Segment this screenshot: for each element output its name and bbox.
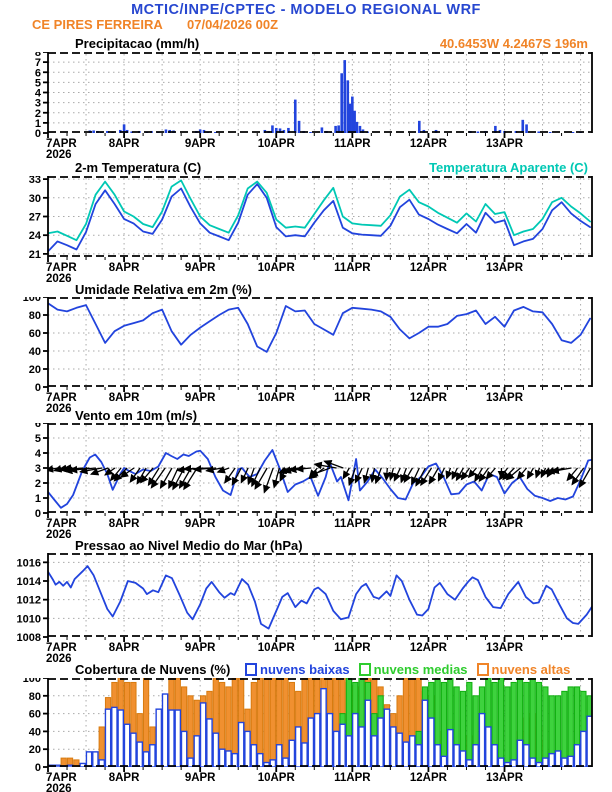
svg-text:12APR: 12APR	[409, 772, 447, 784]
svg-text:2: 2	[34, 478, 41, 490]
svg-text:30: 30	[28, 192, 41, 205]
svg-text:2026: 2026	[46, 783, 72, 792]
svg-text:40: 40	[28, 346, 41, 358]
svg-text:9APR: 9APR	[184, 138, 216, 150]
svg-text:6: 6	[34, 423, 41, 430]
svg-text:8APR: 8APR	[108, 392, 140, 404]
wind-chart	[0, 423, 612, 546]
app-title: MCTIC/INPE/CPTEC - MODELO REGIONAL WRF	[131, 2, 481, 18]
svg-text:60: 60	[28, 708, 41, 721]
svg-text:12APR: 12APR	[409, 138, 447, 150]
svg-text:5: 5	[34, 433, 41, 445]
svg-text:1: 1	[34, 493, 41, 505]
svg-text:9APR: 9APR	[184, 392, 216, 404]
temperature-chart	[0, 176, 612, 290]
svg-text:2026: 2026	[46, 529, 72, 541]
high-clouds-label: nuvens altas	[491, 662, 571, 677]
svg-text:11APR: 11APR	[334, 262, 371, 274]
svg-text:7APR: 7APR	[46, 642, 77, 654]
temperature-chart-title: 2-m Temperatura (C)	[75, 160, 202, 175]
svg-text:40: 40	[28, 726, 41, 739]
run-time: 07/04/2026 00Z	[187, 17, 279, 32]
svg-text:9APR: 9APR	[184, 772, 216, 784]
svg-text:1: 1	[34, 117, 41, 130]
svg-text:11APR: 11APR	[334, 772, 371, 784]
svg-text:8APR: 8APR	[108, 518, 140, 530]
svg-text:27: 27	[28, 211, 41, 224]
svg-text:1016: 1016	[16, 557, 41, 570]
svg-text:2026: 2026	[46, 653, 72, 665]
svg-text:80: 80	[28, 310, 41, 322]
svg-text:9APR: 9APR	[184, 262, 216, 274]
svg-text:8: 8	[34, 52, 41, 59]
cloud-chart-title: Cobertura de Nuvens (%)	[75, 662, 231, 677]
mid-clouds-label: nuvens medias	[373, 662, 468, 677]
svg-text:20: 20	[28, 744, 41, 757]
svg-text:0: 0	[34, 508, 41, 520]
svg-text:24: 24	[28, 230, 41, 243]
svg-text:13APR: 13APR	[485, 772, 524, 784]
svg-text:12APR: 12APR	[409, 392, 447, 404]
svg-text:13APR: 13APR	[485, 138, 524, 150]
svg-text:8APR: 8APR	[108, 772, 140, 784]
svg-text:0: 0	[34, 128, 41, 140]
svg-text:2026: 2026	[46, 403, 72, 415]
svg-text:1014: 1014	[16, 576, 41, 588]
svg-text:7APR: 7APR	[46, 392, 77, 404]
svg-text:2026: 2026	[46, 273, 72, 285]
svg-text:11APR: 11APR	[334, 642, 371, 654]
svg-text:11APR: 11APR	[334, 518, 371, 530]
svg-text:8APR: 8APR	[108, 642, 140, 654]
svg-text:2: 2	[34, 107, 41, 120]
svg-text:10APR: 10APR	[257, 642, 295, 654]
svg-text:100: 100	[22, 678, 41, 685]
svg-text:10APR: 10APR	[257, 392, 295, 404]
station-coordinates: 40.6453W 4.2467S 196m	[439, 36, 588, 51]
svg-text:12APR: 12APR	[409, 518, 447, 530]
humidity-chart	[0, 297, 612, 420]
svg-text:8APR: 8APR	[108, 262, 140, 274]
svg-text:3: 3	[34, 463, 41, 475]
svg-text:13APR: 13APR	[485, 392, 524, 404]
svg-text:12APR: 12APR	[409, 262, 447, 274]
precipitation-title-row	[0, 36, 612, 51]
precipitation-chart-title: Precipitacao (mm/h)	[75, 36, 200, 51]
svg-text:7APR: 7APR	[46, 772, 77, 784]
svg-text:20: 20	[28, 364, 41, 376]
svg-text:33: 33	[28, 176, 41, 187]
svg-text:5: 5	[34, 77, 41, 90]
svg-text:3: 3	[34, 97, 41, 110]
svg-text:80: 80	[28, 690, 41, 703]
svg-text:12APR: 12APR	[409, 642, 447, 654]
svg-text:4: 4	[34, 87, 41, 100]
svg-text:13APR: 13APR	[485, 262, 524, 274]
svg-text:2026: 2026	[46, 149, 72, 161]
svg-text:60: 60	[28, 328, 41, 340]
svg-text:7APR: 7APR	[46, 518, 77, 530]
svg-text:13APR: 13APR	[485, 518, 524, 530]
pressure-chart	[0, 553, 612, 670]
svg-text:6: 6	[34, 67, 41, 80]
cloud-cover-chart	[0, 678, 612, 792]
svg-text:0: 0	[34, 762, 41, 774]
svg-text:10APR: 10APR	[257, 138, 295, 150]
humidity-chart-title: Umidade Relativa em 2m (%)	[75, 282, 253, 297]
svg-text:10APR: 10APR	[257, 262, 295, 274]
svg-text:9APR: 9APR	[184, 642, 216, 654]
precipitation-chart	[0, 52, 612, 166]
svg-text:7APR: 7APR	[46, 138, 77, 150]
svg-text:7APR: 7APR	[46, 262, 77, 274]
svg-text:9APR: 9APR	[184, 518, 216, 530]
svg-text:0: 0	[34, 382, 41, 394]
svg-text:13APR: 13APR	[485, 642, 524, 654]
svg-text:1012: 1012	[16, 594, 41, 607]
svg-text:11APR: 11APR	[334, 392, 371, 404]
svg-text:10APR: 10APR	[257, 518, 295, 530]
svg-text:11APR: 11APR	[334, 138, 371, 150]
wind-chart-title: Vento em 10m (m/s)	[75, 408, 198, 423]
svg-text:7: 7	[34, 57, 41, 70]
low-clouds-label: nuvens baixas	[260, 662, 350, 677]
apparent-temperature-label: Temperatura Aparente (C)	[429, 160, 588, 175]
svg-text:21: 21	[28, 248, 41, 261]
svg-text:4: 4	[34, 448, 41, 460]
svg-text:8APR: 8APR	[108, 138, 140, 150]
svg-text:1010: 1010	[16, 613, 41, 626]
svg-text:1008: 1008	[16, 632, 41, 644]
svg-text:100: 100	[22, 297, 41, 304]
svg-text:10APR: 10APR	[257, 772, 295, 784]
station-name: CE PIRES FERREIRA	[32, 17, 163, 32]
pressure-chart-title: Pressao ao Nivel Medio do Mar (hPa)	[75, 538, 303, 553]
